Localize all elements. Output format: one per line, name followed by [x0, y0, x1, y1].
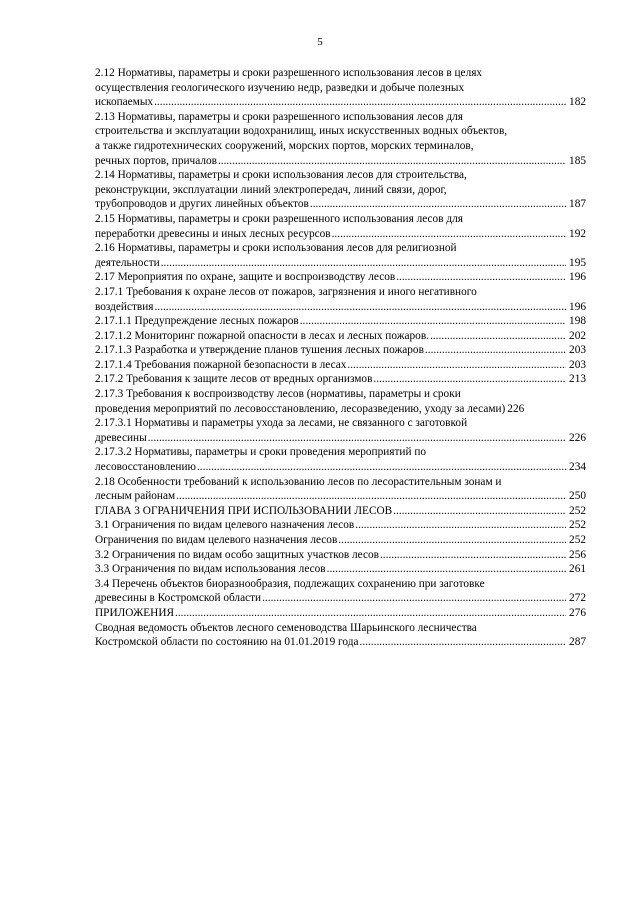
dot-leader [148, 431, 566, 446]
toc-entry[interactable] [95, 212, 586, 241]
toc-entry[interactable] [95, 533, 586, 548]
toc-entry-title: ГЛАВА 3 ОГРАНИЧЕНИЯ ПРИ ИСПОЛЬЗОВАНИИ ЛЕСОВ [95, 504, 393, 517]
toc-page-number: 226 [569, 431, 586, 444]
toc-entry-last-line [95, 154, 586, 169]
toc-page-number: 182 [569, 96, 586, 109]
toc-entry-title: 2.17 Мероприятия по охране, защите и воспроизводству лесов [95, 271, 396, 284]
toc-entry-title: 2.17.1.4 Требования пожарной безопасности в лесах [95, 358, 347, 371]
dot-leader [175, 606, 566, 621]
toc-page-number: 252 [569, 519, 586, 532]
toc-entry-title: 2.17.1.2 Мониторинг пожарной опасности в лесах и лесных пожаров. [95, 329, 429, 342]
toc-entry-last-line [95, 314, 586, 329]
toc-entry-title: деятельности [95, 256, 160, 269]
toc-entry-title: лесным районам [95, 490, 176, 503]
toc-entry-last-line [95, 372, 586, 387]
toc-entry-title: 3.3 Ограничения по видам использования лесов [95, 563, 326, 576]
toc-page-number: 252 [569, 504, 586, 517]
toc-page-number: 203 [569, 358, 586, 371]
toc-entry[interactable] [95, 372, 586, 387]
toc-entry-title: Ограничения по видам целевого назначения лесов [95, 534, 338, 546]
toc-entry[interactable] [95, 577, 586, 606]
toc-entry-text-line: 2.17.1 Требования к охране лесов от пожаров, загрязнения и иного негативного [95, 285, 477, 298]
toc-page-number: 252 [569, 534, 586, 546]
toc-entry-last-line [95, 256, 586, 271]
toc-entry[interactable] [95, 548, 586, 563]
dot-leader [347, 358, 566, 373]
toc-entry[interactable] [95, 358, 586, 373]
toc-entry-last-line [95, 533, 586, 548]
toc-entry-last-line [95, 460, 586, 475]
toc-entry-last-line [95, 300, 586, 315]
toc-page-number: 234 [569, 461, 586, 474]
toc-entry[interactable] [95, 66, 586, 110]
table-of-contents [95, 66, 586, 650]
toc-entry[interactable] [95, 329, 586, 344]
toc-page-number: 195 [569, 256, 586, 269]
dot-leader [396, 270, 566, 285]
toc-entry[interactable] [95, 270, 586, 285]
toc-entry-text-line: 2.17.3.2 Нормативы, параметры и сроки проведения мероприятий по [95, 446, 427, 459]
toc-entry-last-line [95, 562, 586, 577]
toc-entry[interactable] [95, 416, 586, 445]
toc-entry-text-line: строительства и эксплуатации водохранилищ, иных искусственных водных объектов, [95, 125, 508, 138]
dot-leader [154, 95, 566, 110]
dot-leader [262, 591, 566, 606]
toc-entry-last-line [95, 518, 586, 533]
dot-leader [355, 518, 566, 533]
toc-page-number: 196 [569, 271, 586, 284]
toc-entry-last-line [95, 358, 586, 373]
toc-entry-text-line: реконструкции, эксплуатации линий электропередач, линий связи, дорог, [95, 183, 447, 196]
toc-page-number: 272 [569, 592, 586, 605]
dot-leader [327, 562, 566, 577]
toc-entry[interactable] [95, 168, 586, 212]
toc-entry-title: древесины [95, 431, 147, 444]
toc-entry[interactable] [95, 110, 586, 168]
dot-leader [155, 300, 567, 315]
dot-leader [300, 314, 566, 329]
toc-page-number: 256 [569, 548, 586, 561]
toc-page-number: 202 [569, 329, 586, 342]
toc-entry[interactable] [95, 445, 586, 474]
toc-entry-text-line: 2.15 Нормативы, параметры и сроки разрешенного использования лесов для [95, 212, 463, 225]
toc-page-number: 187 [569, 198, 586, 211]
toc-page-number: 198 [569, 315, 586, 328]
toc-entry-title: 2.17.1.3 Разработка и утверждение планов тушения лесных пожаров [95, 344, 424, 357]
toc-entry-last-line [95, 227, 586, 242]
toc-entry-last-line [95, 504, 586, 519]
toc-entry-title: проведения мероприятий по лесовосстановлению, лесоразведению, уходу за лесами) [95, 402, 506, 415]
toc-entry-text-line: Сводная ведомость объектов лесного семеноводства Шарьинского лесничества [95, 621, 477, 634]
dot-leader [425, 343, 566, 358]
toc-entry-text-line: 2.17.3.1 Нормативы и параметры ухода за лесами, не связанного с заготовкой [95, 417, 468, 430]
dot-leader [197, 460, 566, 475]
dot-leader [360, 635, 567, 650]
toc-entry[interactable] [95, 518, 586, 533]
toc-entry-last-line [95, 270, 586, 285]
toc-entry[interactable] [95, 504, 586, 519]
toc-page-number: 226 [507, 402, 525, 415]
dot-leader [430, 329, 566, 344]
toc-entry-last-line [95, 329, 586, 344]
toc-page-number: 192 [569, 227, 586, 240]
toc-entry-title: 2.17.2 Требования к защите лесов от вредных организмов [95, 373, 373, 386]
toc-entry[interactable] [95, 314, 586, 329]
toc-entry-title: речных портов, причалов [95, 154, 217, 167]
toc-entry-last-line [95, 197, 586, 212]
toc-entry[interactable] [95, 475, 586, 504]
toc-entry-last-line [95, 95, 586, 110]
toc-entry-last-line [95, 489, 586, 504]
toc-entry[interactable] [95, 285, 586, 314]
toc-entry-text-line: 2.13 Нормативы, параметры и сроки разрешенного использования лесов для [95, 110, 463, 123]
toc-page-number: 203 [569, 344, 586, 357]
toc-entry-title: древесины в Костромской области [95, 592, 262, 605]
toc-entry-text-line: 2.18 Особенности требований к использованию лесов по лесорастительным зонам и [95, 475, 502, 488]
dot-leader [338, 533, 566, 548]
toc-entry-title: 2.17.1.1 Предупреждение лесных пожаров [95, 315, 299, 328]
toc-entry-last-line [95, 343, 586, 358]
toc-entry-text-line: 2.16 Нормативы, параметры и сроки использования лесов для религиозной [95, 242, 457, 255]
toc-entry-title: 3.1 Ограничения по видам целевого назначения лесов [95, 519, 355, 532]
toc-page-number: 185 [569, 154, 586, 167]
toc-entry-text-line: 2.12 Нормативы, параметры и сроки разрешенного использования лесов в целях [95, 67, 483, 79]
toc-page-number: 287 [569, 636, 586, 649]
toc-entry-last-line [95, 635, 586, 650]
toc-entry[interactable] [95, 621, 586, 650]
toc-page-number: 196 [569, 300, 586, 313]
toc-entry[interactable] [95, 387, 586, 416]
toc-entry[interactable] [95, 343, 586, 358]
toc-entry-title: ископаемых [95, 96, 154, 109]
toc-entry-last-line [95, 431, 586, 446]
toc-entry-text-line: 2.17.3 Требования к воспроизводству лесов (нормативы, параметры и сроки [95, 388, 461, 401]
toc-entry-last-line [95, 591, 586, 606]
page-number: 5 [317, 36, 323, 48]
toc-page-number: 213 [569, 373, 586, 386]
toc-entry[interactable] [95, 241, 586, 270]
dot-leader [161, 256, 566, 271]
toc-entry-text-line: осуществления геологического изучению недр, разведки и добыче полезных [95, 81, 465, 94]
toc-entry-text-line: 3.4 Перечень объектов биоразнообразия, подлежащих сохранению при заготовке [95, 577, 485, 590]
toc-page-number: 261 [569, 563, 586, 576]
dot-leader [310, 197, 566, 212]
dot-leader [380, 548, 566, 563]
toc-entry-title: Костромской области по состоянию на 01.01.2019 года [95, 636, 359, 649]
dot-leader [176, 489, 566, 504]
toc-entry[interactable] [95, 606, 586, 621]
toc-page-number: 250 [569, 490, 586, 503]
toc-page-number: 276 [569, 606, 586, 619]
dot-leader [373, 372, 566, 387]
toc-entry-title: 3.2 Ограничения по видам особо защитных участков лесов [95, 548, 379, 561]
toc-entry-text-line: 2.14 Нормативы, параметры и сроки использования лесов для строительства, [95, 169, 467, 182]
toc-entry[interactable] [95, 562, 586, 577]
toc-entry-last-line [95, 606, 586, 621]
dot-leader [393, 504, 566, 519]
toc-entry-title: ПРИЛОЖЕНИЯ [95, 606, 175, 619]
dot-leader [332, 227, 566, 242]
toc-entry-title: трубопроводов и других линейных объектов [95, 198, 309, 211]
toc-entry-text-line: а также гидротехнических сооружений, морских портов, морских терминалов, [95, 139, 474, 152]
toc-entry-title: лесовосстановлению [95, 461, 196, 474]
toc-entry-last-line [95, 402, 586, 417]
toc-entry-title: переработки древесины и иных лесных ресурсов [95, 227, 331, 240]
toc-entry-last-line [95, 548, 586, 563]
dot-leader [218, 154, 566, 169]
toc-entry-title: воздействия [95, 300, 154, 313]
